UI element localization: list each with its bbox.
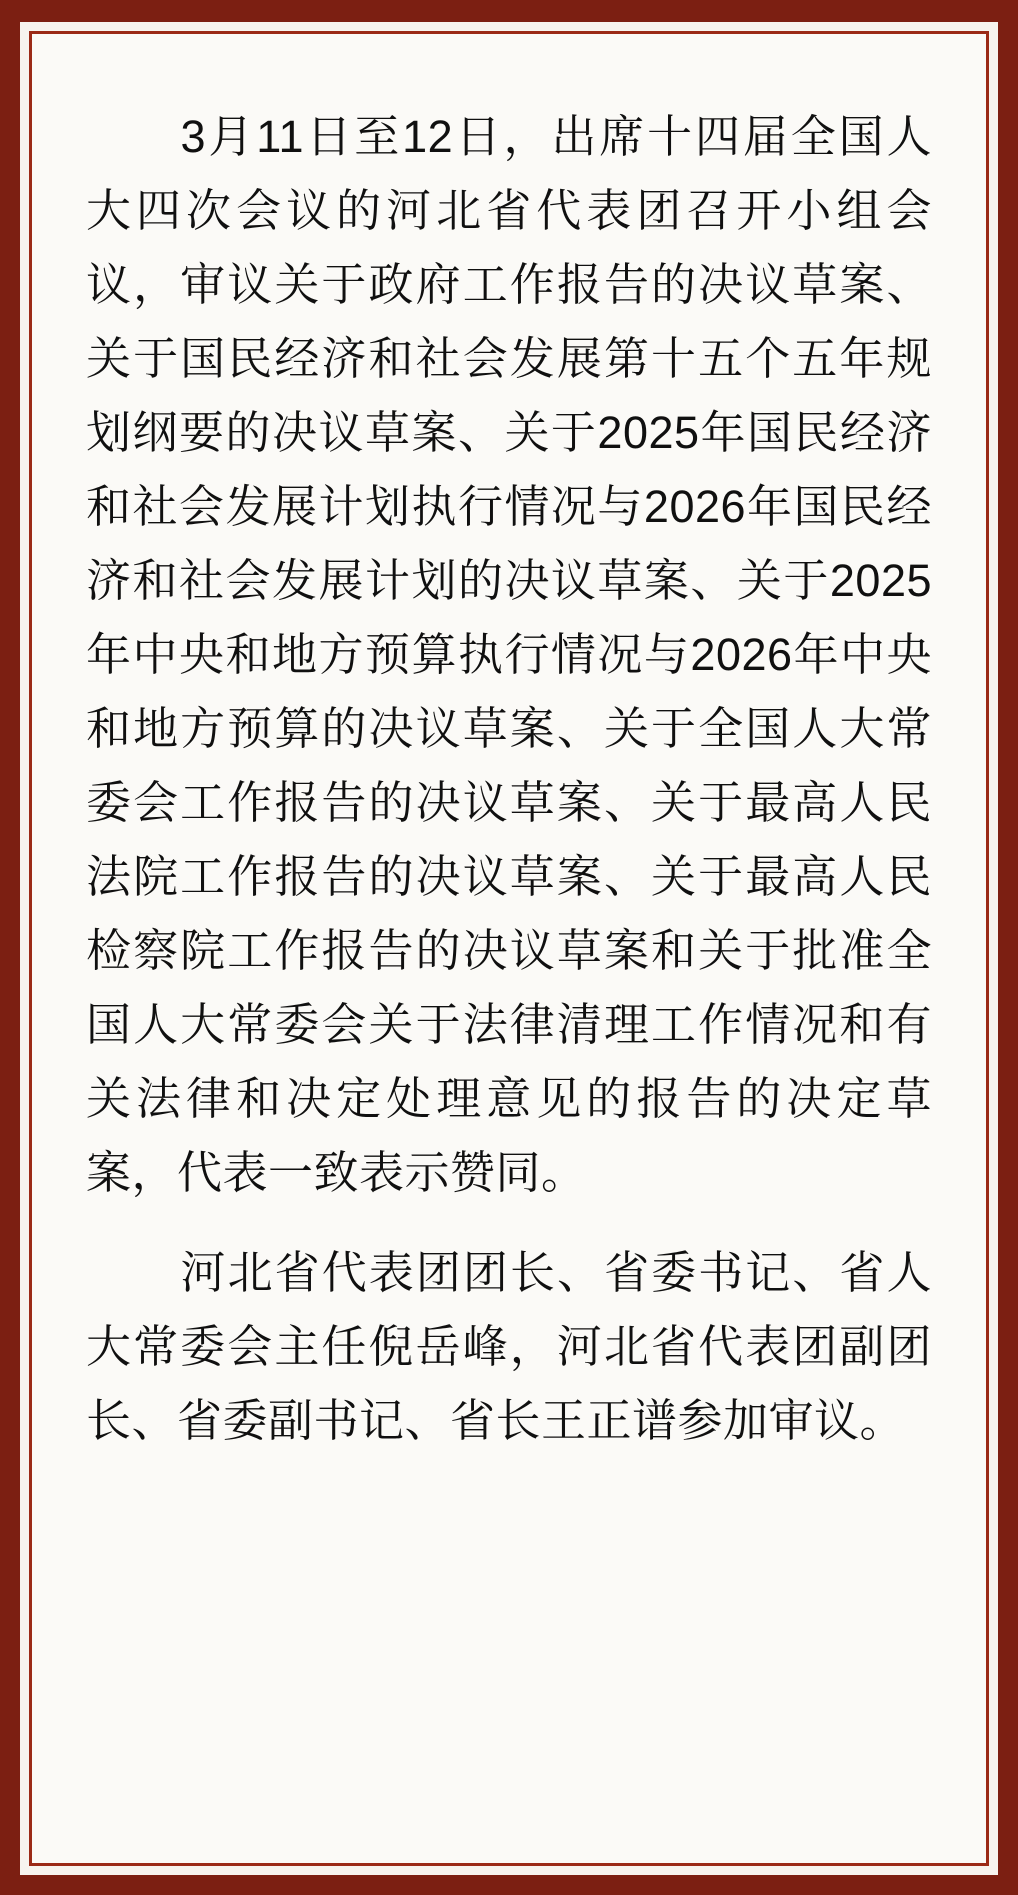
paragraph-2: 河北省代表团团长、省委书记、省人大常委会主任倪岳峰，河北省代表团副团长、省委副书记、省长王正谱参加审议。 — [86, 1247, 932, 1446]
decorative-inner-rule — [29, 31, 989, 1866]
document-body — [42, 44, 976, 1853]
decorative-outer-frame — [20, 22, 998, 1875]
paragraph-1: 3月11日至12日，出席十四届全国人大四次会议的河北省代表团召开小组会议，审议关于政府工作报告的决议草案、关于国民经济和社会发展第十五个五年规划纲要的决议草案、关于2025年国民经济和社会发展计划执行情况与2026年国民经济和社会发展计划的决议草案、关于2025年中央和地方预算执行情况与2026年中央和地方预算的决议草案、关于全国人大常委会工作报告的决议草案、关于最高人民法院工作报告的决议草案、关于最高人民检察院工作报告的决议草案和关于批准全国人大常委会关于法律清理工作情况和有关法律和决定处理意见的报告的决定草案，代表一致表示赞同。 — [86, 111, 932, 1198]
